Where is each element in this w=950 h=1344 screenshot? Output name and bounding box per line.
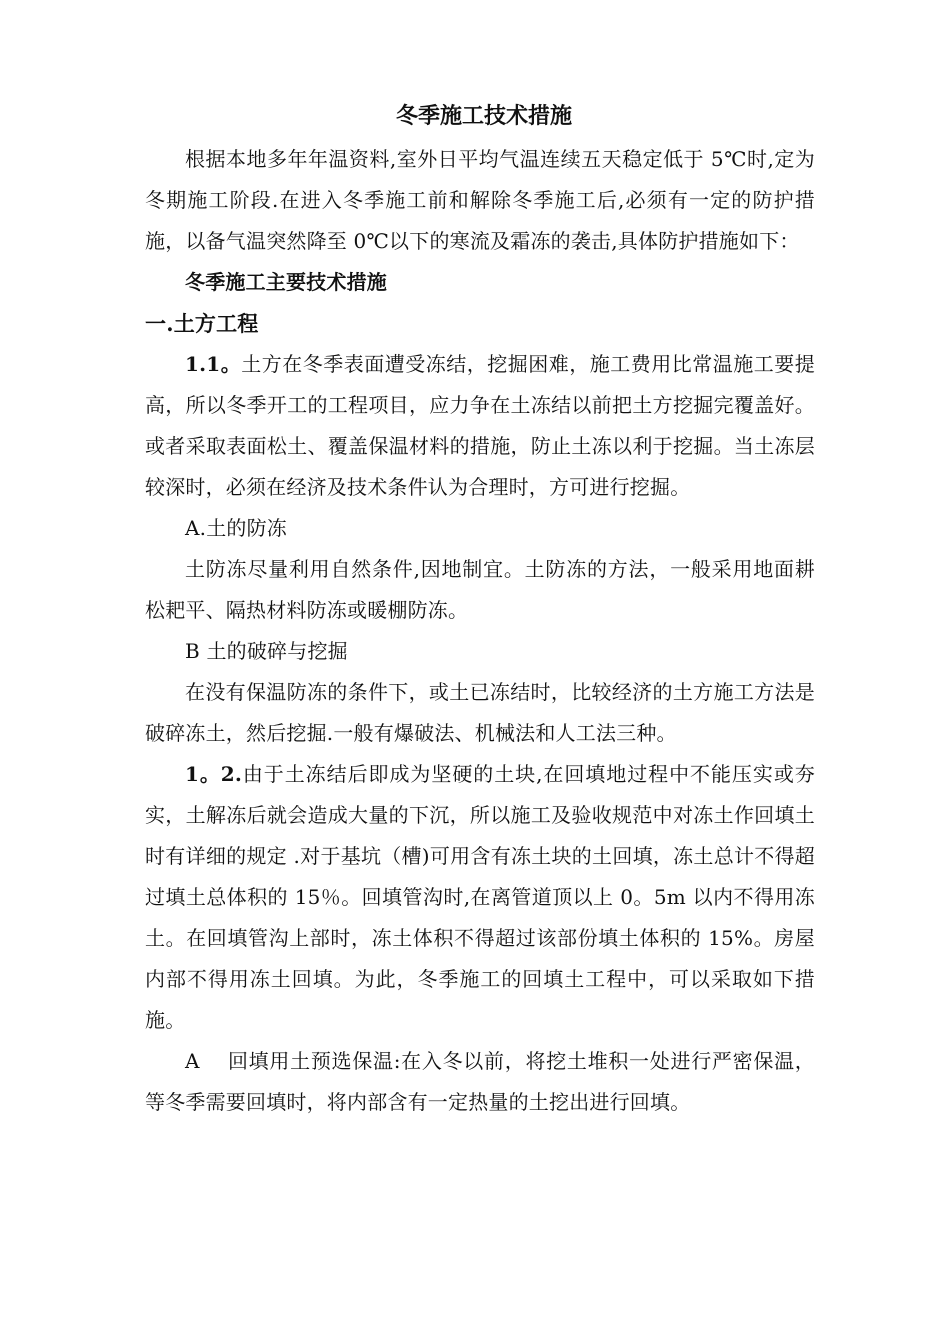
document-body	[145, 96, 815, 1123]
item-1-1-text: 土方在冬季表面遭受冻结，挖掘困难，施工费用比常温施工要提高，所以冬季开工的工程项目，应力争在土冻结以前把土方挖掘完覆盖好。或者采取表面松土、覆盖保温材料的措施，防止土冻以利于挖掘。当土冻层较深时，必须在经济及技术条件认为合理时，方可进行挖掘。	[145, 352, 815, 499]
item-1-2-number: 1。2.	[185, 762, 243, 786]
item-1-2-text: 由于土冻结后即成为坚硬的土块,在回填地过程中不能压实或夯实，土解冻后就会造成大量的下沉，所以施工及验收规范中对冻土作回填土时有详细的规定 .对于基坑（槽)可用含有冻土块的土回填，冻土总计不得超过填土总体积的 15％。回填管沟时,在离管道顶以上 0。5m 以内不得用冻土。在回填管沟上部时，冻土体积不得超过该部份填土体积的 15%。房屋内部不得用冻土回填。为此，冬季施工的回填土工程中，可以采取如下措施。	[145, 762, 815, 1032]
item-a-text: :在入冬以前，将挖土堆积一处进行严密保温，等冬季需要回填时，将内部含有一定热量的土挖出进行回填。	[145, 1049, 815, 1114]
item-a-label: A 回填用土预选保温	[185, 1049, 394, 1073]
item-1-1-paragraph	[145, 344, 815, 508]
intro-paragraph: 根据本地多年年温资料,室外日平均气温连续五天稳定低于 5℃时,定为冬期施工阶段.在进入冬季施工前和解除冬季施工后,必须有一定的防护措施，以备气温突然降至 0℃以下的寒流及霜冻的袭击,具体防护措施如下：	[145, 147, 815, 253]
item-1-2-paragraph	[145, 754, 815, 1041]
item-a-paragraph	[145, 1041, 815, 1123]
sub-b-paragraph: 在没有保温防冻的条件下，或土已冻结时，比较经济的土方施工方法是破碎冻土，然后挖掘.一般有爆破法、机械法和人工法三种。	[145, 680, 815, 745]
section-earthwork-heading: 一.土方工程	[145, 311, 259, 336]
item-1-1-number: 1.1。	[185, 352, 242, 376]
sub-a-paragraph: 土防冻尽量利用自然条件,因地制宜。土防冻的方法，一般采用地面耕松耙平、隔热材料防冻或暖棚防冻。	[145, 557, 815, 622]
sub-b-label: B 土的破碎与挖掘	[185, 639, 348, 663]
main-measures-subtitle: 冬季施工主要技术措施	[185, 270, 387, 294]
sub-a-label: A.土的防冻	[185, 516, 288, 540]
document-title: 冬季施工技术措施	[395, 103, 572, 129]
